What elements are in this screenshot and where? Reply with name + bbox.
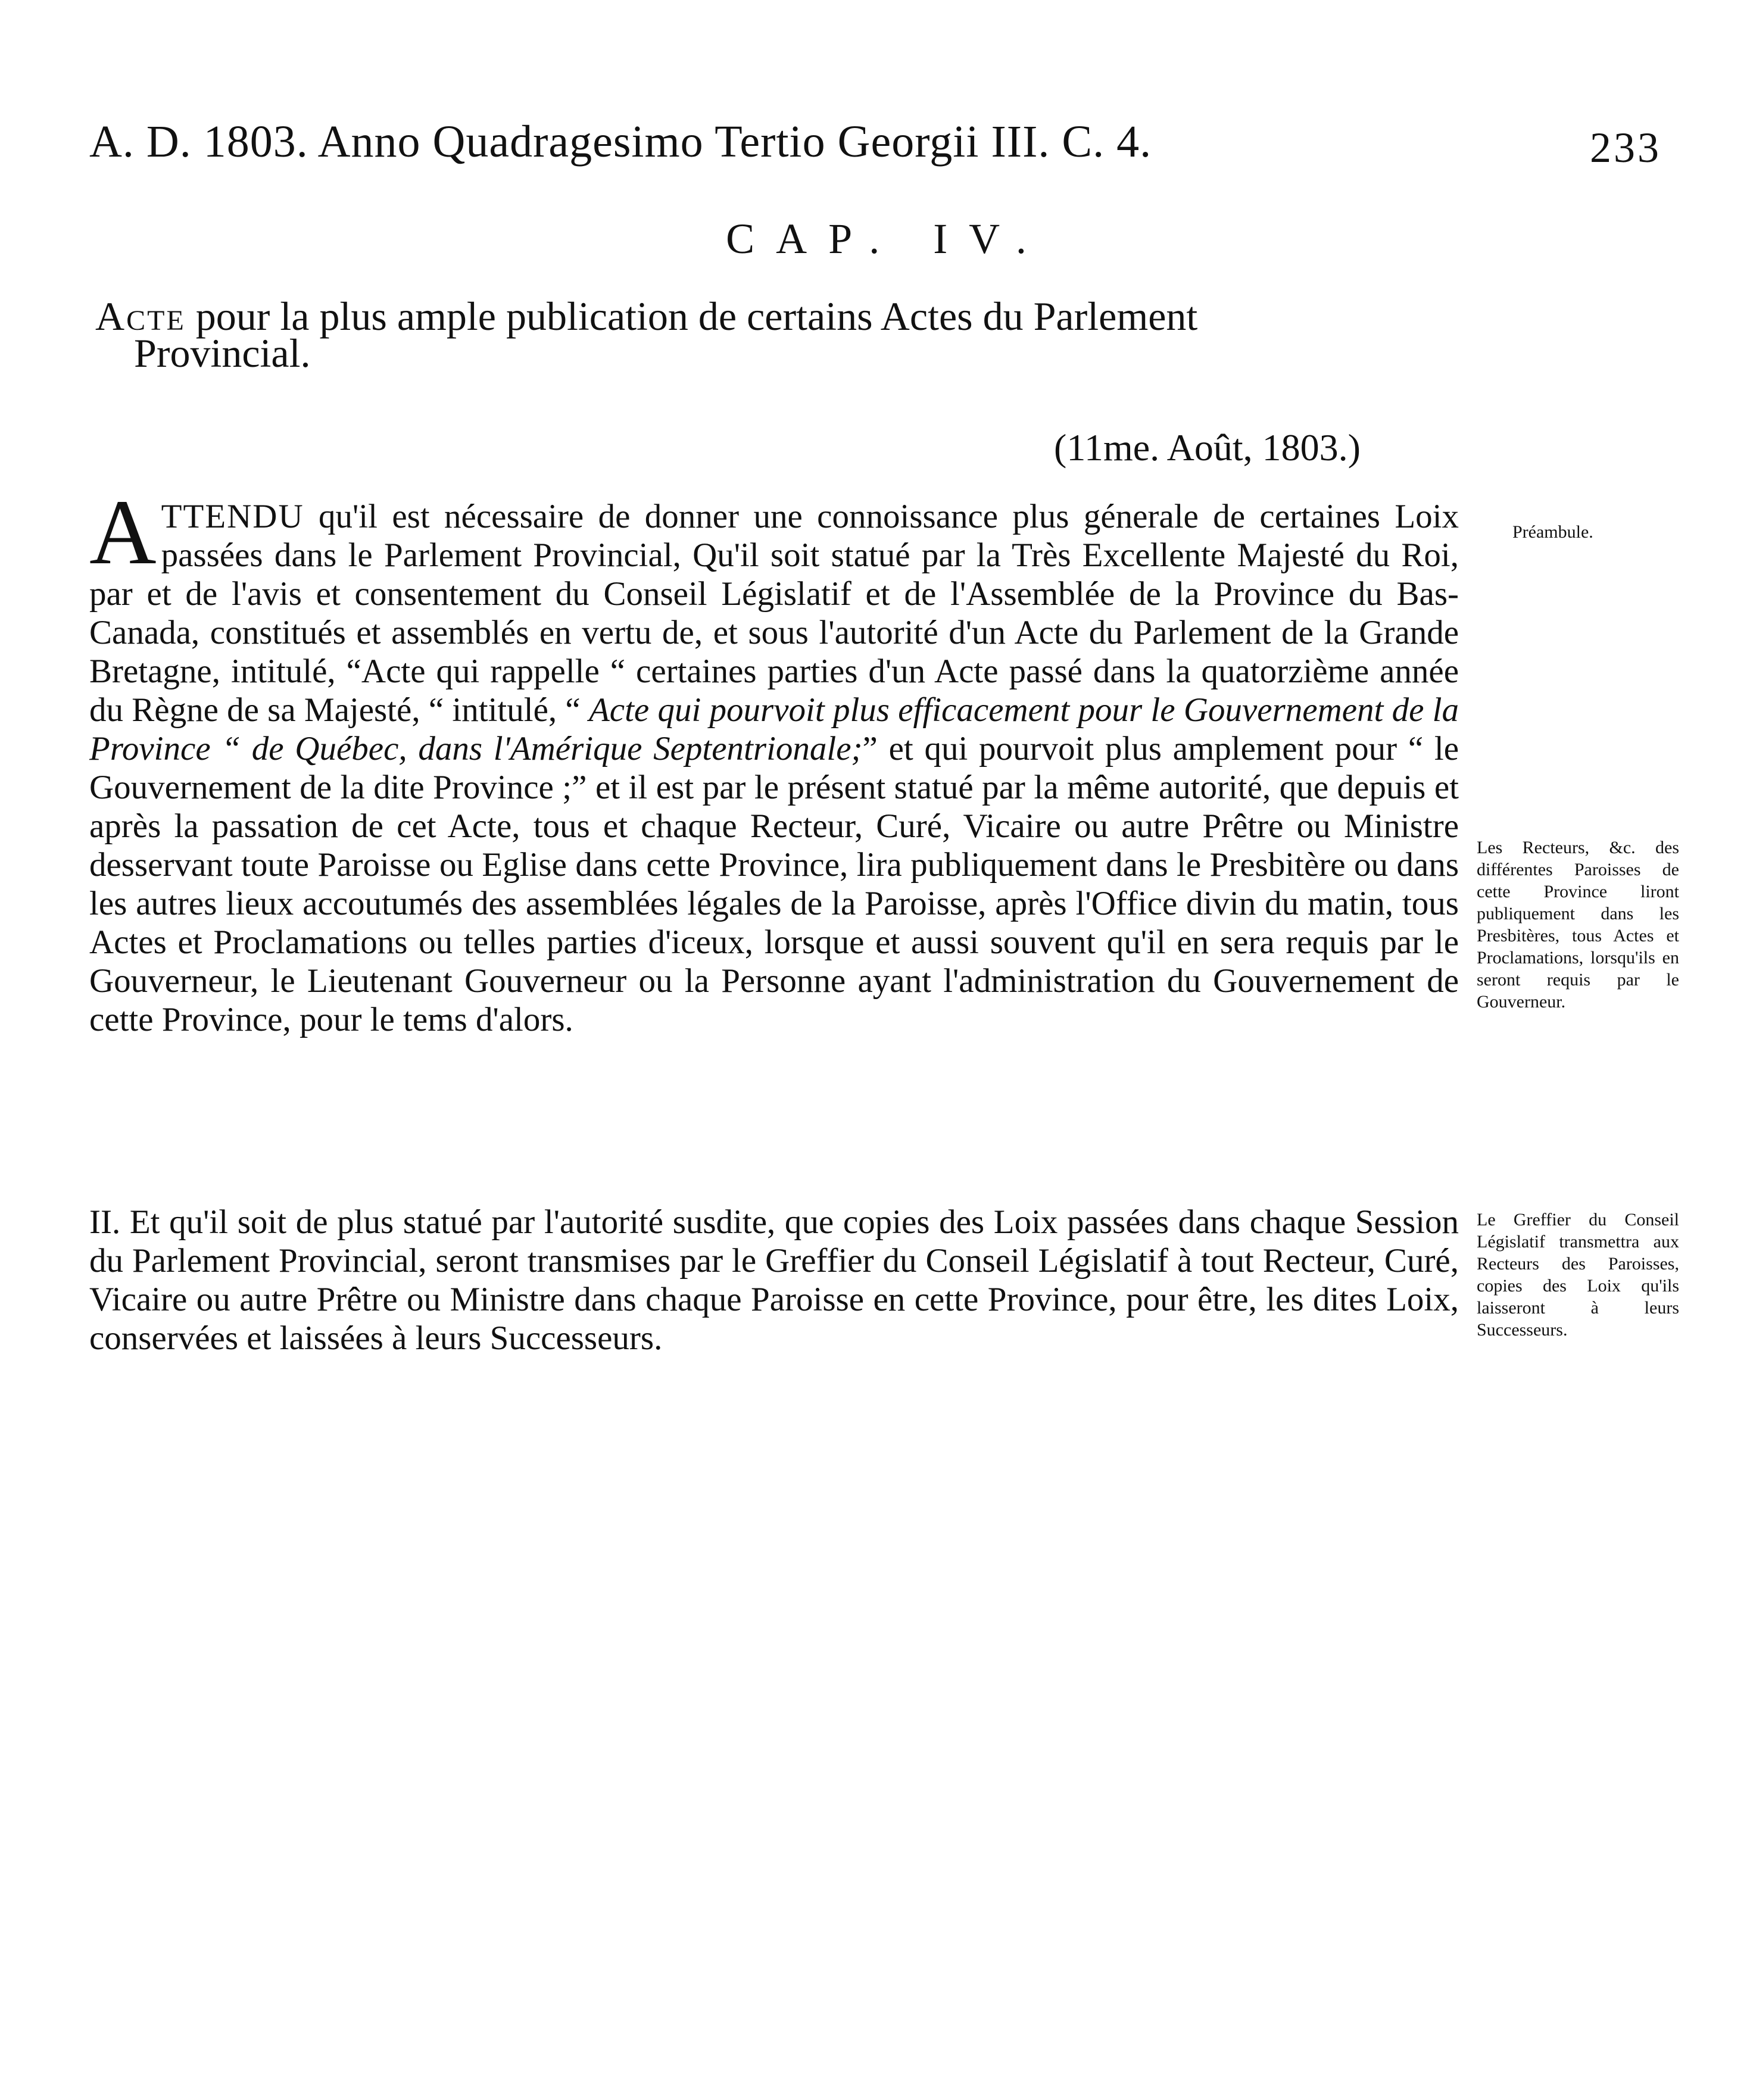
drop-cap: A bbox=[89, 480, 157, 583]
margin-note-greffier: Le Greffier du Conseil Législatif transmettra aux Recteurs des Paroisses, copies des Loix qu'ils laisseront à leurs Successeurs. bbox=[1477, 1210, 1679, 1340]
margin-note-recteurs: Les Recteurs, &c. des différentes Paroisses de cette Province liront publiquement dans les Presbitères, tous Actes et Proclamations, lorsqu'ils en seront requis par le Gouverneur. bbox=[1477, 838, 1679, 1012]
first-word: TTENDU bbox=[161, 498, 304, 535]
chapter-heading: CAP. IV. bbox=[726, 215, 1048, 263]
paragraph-preamble bbox=[89, 480, 1459, 1039]
act-title-lead: Acte bbox=[95, 294, 186, 339]
act-title-text: pour la plus ample publication de certains Actes du Parlement bbox=[185, 294, 1198, 339]
paragraph1-italic-title: Acte qui pourvoit plus efficacement pour le Gouvernement de la Province “ de Québec, dans l'Amérique Septentrionale; bbox=[89, 691, 1459, 767]
page-number: 233 bbox=[1590, 124, 1661, 171]
page-header bbox=[89, 116, 1661, 182]
act-date: (11me. Août, 1803.) bbox=[1054, 426, 1361, 469]
running-head: A. D. 1803. Anno Quadragesimo Tertio Georgii III. C. 4. bbox=[89, 117, 1152, 167]
paragraph1-text-b: ” et qui pourvoit plus amplement pour “ le Gouvernement de la dite Province ;” et il est par le présent statué par la même autorité, que depuis et après la passation de cet Acte, tous et chaque Recteur, Curé, Vicaire ou autre Prêtre ou Ministre desservant toute Paroisse ou Eglise dans cette Province, lira publiquement dans le Presbitère ou dans les autres lieux accoutumés des assemblées légales de la Paroisse, après l'Office divin du matin, tous Actes et Proclamations ou telles parties d'iceux, lorsque et aussi souvent qu'il en sera requis par le Gouverneur, le Lieutenant Gouverneur ou la Personne ayant l'administration du Gouvernement de cette Province, pour le tems d'alors. bbox=[89, 730, 1459, 1038]
paragraph1-text-a: qu'il est nécessaire de donner une connoissance plus génerale de certaines Loix passées dans le Parlement Provincial, Qu'il soit statué par la Très Excellente Majesté du Roi, par et de l'avis et consentement du Conseil Législatif et de l'Assemblée de la Province du Bas-Canada, constitués et assemblés en vertu de, et sous l'autorité d'un Acte du Parlement de la Grande Bretagne, intitulé, “Acte qui rappelle “ certaines parties d'un Acte passé dans la quatorzième année du Règne de sa Majesté, “ intitulé, “ bbox=[89, 498, 1459, 729]
act-title bbox=[95, 294, 1459, 376]
act-title-continuation: Provincial. bbox=[134, 330, 311, 376]
paragraph-section-2 bbox=[89, 1203, 1459, 1358]
paragraph2-text: II. Et qu'il soit de plus statué par l'autorité susdite, que copies des Loix passées dans chaque Session du Parlement Provincial, seront transmises par le Greffier du Conseil Législatif à tout Recteur, Curé, Vicaire ou autre Prêtre ou Ministre dans chaque Paroisse en cette Province, pour être, les dites Loix, conservées et laissées à leurs Successeurs. bbox=[89, 1203, 1459, 1357]
margin-note-preamble: Préambule. bbox=[1512, 522, 1593, 542]
